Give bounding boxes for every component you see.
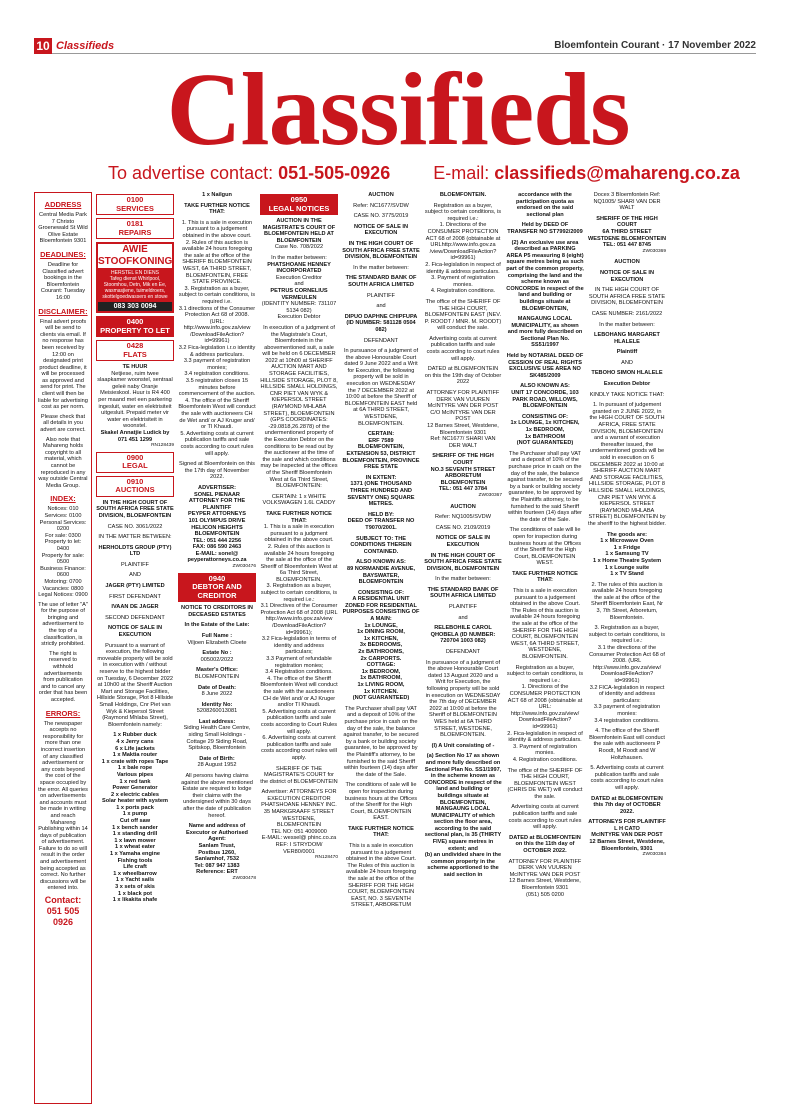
identity-no-label: Identity No:: [201, 701, 233, 708]
executor-ref: ZW030478: [232, 875, 256, 881]
errors-text: The newspaper accepts no responsibility for more than one incorrect insertion of any classified advertisement or any costs beyond the cost of the space occupied by the error. All queries on advertisements and accounts must be made in writing and reach Mahareng Publishing within 14 days of publication of advertisement. Failure to do so will result in the order and advertisement being accepted as correct. No further discussions will be entered into.: [38, 720, 88, 892]
take-notice-text: This is a sale in execution pursuant to a judgement obtained in the above Court. The Rules of this auction is available 24 hours foregoing the sale at the office of the SHERIFF FOR THE HIGH COURT, BLOEMFONTEIN EAST, NO. 3 SEVENTH STREET, ARBORETUM: [345, 843, 417, 909]
awie-text: HERSTEL EN DIENS Tafeg dienst Whirlpool, Stoomhou, Detn, Mik en Ee, wasmasjiene, tuimeldroers, skottelgoedwassers en stowe: [102, 270, 168, 300]
second-defendant-role: SECOND DEFENDANT: [105, 614, 165, 621]
column-1: [96, 192, 174, 1104]
contact-heading: Contact:: [44, 895, 82, 906]
estate-no-value: 005002/2022: [200, 656, 234, 663]
attorney-details: ATTORNEY FOR PLAINTIFF DERK VAN VUUREN McINTYRE VAN DER POST 12 Barnes Street, Westdene, Bloemfontein 9301 (051) 505 0200: [508, 858, 582, 898]
plaintiff-role: PLAINTIFF: [367, 292, 395, 299]
date-of-death-value: 8 June 2022: [201, 691, 233, 698]
notice-of-sale-heading: NOTICE OF SALE IN EXECUTION: [435, 535, 491, 548]
consisting-of-text: CONSISTING OF: 1x LOUNGE, 1x KITCHEN, 1x BEDROOM, 1x BATHROOM (NOT GUARANTEED): [510, 413, 580, 447]
sheriff-ref: ZW030369: [642, 248, 666, 254]
and-label: AND: [621, 359, 633, 366]
sheriff-ref: ZW030367: [478, 492, 502, 498]
court-name: IN THE HIGH COURT OF SOUTH AFRICA FREE STATE DIVISION, BLOEMFONTEIN: [588, 287, 666, 307]
full-name-label: Full Name :: [201, 632, 233, 639]
te-huur-ref: RN128439: [151, 443, 174, 449]
category-debtor-creditor: 0940 DEBTOR AND CREDITOR: [178, 573, 256, 603]
awie-phone: 083 303 0094: [98, 302, 172, 311]
attorney-details: ATTORNEY FOR PLAINTIFF DERK VAN VUUREN McINTYRE VAN DER POST C/O McINTYRE VAN DER POST 12 Barnes Street, Westdene, Bloemfontein 9301 Ref: NC1677/ SHARI VAN DER WALT: [426, 390, 500, 449]
and-label: and: [376, 303, 386, 310]
take-notice-heading: TAKE FURTHER NOTICE THAT:: [266, 510, 332, 524]
column-6: [506, 192, 584, 1104]
case-number: CASE NO. 3061/2022: [107, 523, 163, 530]
disclaimer-heading: DISCLAIMER:: [38, 306, 88, 316]
defendant-name: RELEBOHILE CAROL QHOBELA (ID NUMBER: 720704 1003 082): [430, 625, 496, 645]
notice-of-sale-heading: NOTICE OF SALE IN EXECUTION: [599, 269, 655, 283]
address-heading: ADDRESS: [44, 200, 82, 209]
case-number: Case No. 708/2022: [274, 244, 324, 251]
deadlines-text: Deadline for Classified advert bookings in the Bloemfontein Courant: Tuesday 16:00: [40, 261, 86, 301]
errors-heading: ERRORS:: [45, 708, 81, 718]
section-text: (a) Section No 17 as shown and more fully described on Sectional Plan No. SS1/1997, in the scheme known as CONCORDE in respect of the land and building or buildings situate at BLOEMFONTEIN, MANGAUNG LOCAL MUNICIPALITY of which section the floor area, according to the said sectional plan, is 35 (THIRTY FIVE) square metres in extent; and (b) an undivided share in the common property in the scheme apportioned to the said section in: [424, 753, 502, 879]
plaintiff-role: Execution Creditor: [275, 274, 322, 281]
advertiser-ref: RN128470: [315, 855, 338, 861]
column-2: [178, 192, 256, 1104]
sheriff-office-text: 4. The office of the Sheriff Bloemfontein East will conduct the sale with auctioneers P Roodt, M Roodt and W Holtzhausen.: [589, 728, 665, 761]
disclaimer-text: Final advert proofs will be send to clients via email. If no response has been received by 12:00 on designated print product deadline, it will be processed as approved and send for print. The client will then be liable for advertising cost as per norm.: [38, 318, 88, 411]
contact-email-link[interactable]: classifieds@mahareng.co.za: [494, 163, 740, 183]
also-known-as-text: ALSO KNOWN AS: UNIT 17 CONCORDE, 103 PARK ROAD, WILLOWS, BLOEMFONTEIN: [511, 383, 579, 410]
disclaimer-copyright: Also note that Mahareng holds copyright to all material, which cannot be reproduced in any way outside Central Media Group.: [38, 436, 88, 489]
category-legal: 0900 LEGAL: [96, 452, 174, 473]
case-number: CASE NO. 3775/2019: [353, 213, 409, 220]
court-name: IN THE HIGH COURT OF SOUTH AFRICA FREE STATE DIVISION, BLOEMFONTEIN: [96, 499, 174, 519]
advertise-label: To advertise contact:: [108, 163, 274, 183]
executor-heading: Name and address of Executor or Authorised Agent:: [186, 823, 248, 843]
auction-heading: AUCTION: [614, 259, 640, 266]
docex-text: Docex 3 Bloemfontein Ref: NQ1005/ SHARI VAN DER WALT: [593, 192, 661, 212]
contact-number[interactable]: 051 505 0926: [46, 906, 80, 928]
held-by-text: Held by DEED OF TRANSFER NO ST7992/2009: [507, 222, 583, 235]
disclaimer-check: Please check that all details in you advert are correct.: [40, 413, 86, 434]
matter-between: In the matter between:: [435, 576, 491, 583]
kindly-take-notice: KINDLY TAKE NOTICE THAT:: [589, 391, 665, 398]
index-heading: INDEX:: [50, 494, 76, 504]
second-defendant-name: IVAAN DE JAGER: [111, 604, 159, 611]
plaintiff-role: PLAINTIFF: [449, 604, 477, 611]
advertiser-ref: ZW030476: [232, 564, 256, 570]
estate-no-label: Estate No :: [202, 650, 232, 657]
matter-between: In the matter between:: [271, 254, 327, 261]
conditions-text: The conditions of sale will lie open for inspection during business hours at the Offices of the Sheriff for the High Court, BLOEMFONTEIN EAST.: [344, 782, 418, 822]
municipality-text: MANGAUNG LOCAL MUNICIPALITY, as shown and more fully described on Sectional Plan No. SS51/1997: [507, 316, 583, 349]
auction-body: In execution of a judgment of the Magistrate's Court, Bloemfontein in the abovementioned suit, a sale will be held on 6 DECEMBER 2022 at 10h00 at SHERIFF AUCTION MART AND STORAGE FACILITIES, HILLSIDE STORAGE, PLOT 8, HILLSIDE SMALL HOLDINGS, CNR PIET VAN WYK & KIEPERSOL STREET (RAYMOND MHLABA STREET), BLOEMFONTEIN (GPS COORDINATES: -29.0818,26.2878) of the undermentioned property of the Execution Debtor on the conditions to be read out by the auctioneer at the time of the sale and which conditions may be inspected at the offices of the Sheriff Bloemfontein West at 6a Third Street, BLOEMFONTEIN:: [260, 324, 338, 490]
registration-text: Registration as a buyer, subject to certain conditions, is required i.e.: 1. Directions of the CONSUMER PROTECTION ACT 68 of 2008 (obtainable at URL: http://www.info.gov.za/view/ DownloadFileAction? id=99961) 2. Fica-legislation in respect of identity & address particulars. 3. Payment of registration monies. 4. Registration conditions.: [506, 664, 584, 763]
sheriff-text: SHERIFF OF THE MAGISTRATE'S COURT for the district of BLOEMFONTEIN: [260, 765, 338, 785]
plaintiff-role: Plaintiff: [616, 349, 638, 356]
info-sidebar: [34, 192, 92, 1104]
advertiser-details: SONEL PIENAAR ATTORNEY FOR THE PLAINTIFF PEYPER ATTORNEYS 101 OLYMPUS DRIVE HELICON HEIGHTS BLOEMFONTEIN TEL: 051 444 2256 FAX: 086 590 2463 E-MAIL: sonel@ peyperattorneys.co.za: [187, 491, 247, 564]
sheriff-details: SHERIFF OF THE HIGH COURT 6A THIRD STREET WESTDENE BLOEMFONTEIN TEL: 051 447 8745: [588, 215, 666, 249]
and-label: and: [458, 614, 468, 621]
unit-text: (I) A Unit consisting of -: [431, 742, 495, 749]
contact-phone[interactable]: 051-505-0926: [278, 163, 391, 183]
matter-between: In the matter between:: [353, 264, 409, 271]
plaintiff-name: THE STANDARD BANK OF SOUTH AFRICA LIMITED: [427, 586, 499, 600]
refer-text: Refer: NQ1005/SVDW: [435, 514, 491, 521]
classifieds-banner: [100, 52, 696, 167]
take-notice-text: 1. This is a sale in execution pursuant to a judgment obtained in the above court. 2. Rules of this auction is available 24 hours foregoing the sale at the office of the Sheriff of Bloemfontein West at 6a Third Street, BLOEMFONTEIN. 3. Registration as a buyer, subject to certain conditions, is required i.e.: 3.1 Directives of the Consumer Protection Act 68 of 2008 (URL http://www.info.gov.za/view /DownloadFileAction? id=99961); 3.2 Fica-legislation in terms of identity and address particulars; 3.3 Payment of refundable registration monies; 3.4 Registration conditions. 4. The office of the Sheriff Bloemfontein West will conduct the sale with the auctioneers CH de Wet and/ or AJ Kruger and/or TI Khaudi. 5. Advertising costs at current publication tariffs and sale costs according to Court Rules will apply. 6. Advertising costs at current publication tariffs and sale costs according court rules will apply.: [260, 524, 338, 761]
full-name-value: Viljoen Elizabeth Cloete: [187, 639, 247, 646]
index-rights: The right is reserved to withhold advertisements from publication and to cancel any order that has been accepted.: [38, 650, 88, 703]
sale-items-list: 1 x Rubber duck 4 x Jerry cans 6 x Life jackets 1 x Maktia router 1 x crate with ropes Tape 1 x bale rope Various pipes 1 x red tank Power Generator 2 x electric cables Solar heater with system 1 x ports pack 1 x pump Cut off saw 1 x bench sander 1 x standing drill 1 x lawn mower 1 x wheat eater 1 x Yamaha engine Fishing tools Life craft 1 x wheelbarrow 1 x Yacht sails 3 x sets of skis 1 x black pot 1 x likakita shafe: [101, 732, 169, 904]
plaintiff-name: THE STANDARD BANK OF SOUTH AFRICA LIMITED: [345, 275, 417, 288]
advertising-costs-text: Advertising costs at current publication tariffs and sale costs according to court rules will apply.: [508, 804, 582, 831]
advertiser-heading: ADVERTISER:: [198, 484, 236, 491]
category-repairs: 0181 REPAIRS: [96, 218, 174, 239]
banner-title: Classifieds: [166, 52, 630, 167]
last-address-value: Siding Health Care Centre, siding Small Holdings - Cottage 29 Siding Road, Spitskop, Bloemfontein: [183, 725, 251, 752]
auction-heading: AUCTION: [450, 503, 476, 510]
vat-text: The Purchaser shall pay VAT and a deposit of 10% of the purchase price in cash on the day of the sale, the balance against transfer, to be secured by a bank or building society guarantee, to be approved by the Plaintiffs attorney, to be furnished to the said Sheriff within fourteen (14) days after the date of the Sale.: [507, 450, 583, 523]
notice-of-sale-heading: NOTICE OF SALE IN EXECUTION: [353, 223, 409, 237]
defendant-name: PETRUS CORNELIUS VERMEULEN: [270, 287, 328, 301]
category-services: 0100 SERVICES: [96, 194, 174, 215]
banner-contact: [108, 162, 740, 184]
conditions-text: The conditions of sale will lie open for inspection during business hours at the Offices of the Sheriff for the High Court, BLOEMFONTEIN WEST.: [508, 527, 582, 567]
take-notice-text: 1. This is a sale in execution pursuant to a judgement obtained in the above court. 2. Rules of this auction is available 24 hours foregoing the sale at the office of the SHERIFF BLOEMFONTEIN WEST, 6A THIRD STREET, BLOEMFONTEIN, FREE STATE PROVINCE. 3. Registration as a buyer, subject to certain conditions, is required i.e. 3.1 directions of the Consumer Protection Act 68 of 2008. (URL: http://www.info.gov.za/view /DownloadFileAction? id=99961) 3.2 Fica-legislation i.r.o identity & address particulars. 3.3 payment of registration monies; 3.4 registration conditions. 3.5 registration closes 15 minutes before commencement of the auction. 4. The office of the Sheriff Bloemfontein West will conduct the sale with auctioneers CH de Wet and/ or AJ Kruger and/ or TI Khaudi. 5. Advertising costs at current publication tariffs and sale costs according to court rules will apply.: [178, 219, 256, 457]
refer-text: Refer: NC1677/SVDW: [353, 202, 409, 209]
sheriff-office-text: The office of the SHERIFF OF THE HIGH COURT, BLOEMFONTEIN WEST (CHRIS DE WET) will conduct the sale.: [507, 767, 583, 800]
certain-text: CERTAIN: ERF 7589 BLOEMFONTEIN, EXTENSION 53, DISTRICT BLOEMFONTEIN, PROVINCE FREE STATE: [342, 431, 420, 471]
attorney-details: ATTORNEYS FOR PLAINTIFF L H CATO McINTYRE VAN DER POST 12 Barnes Street, Westdene, Bloemfontein, 9301: [588, 819, 666, 852]
take-notice-heading: TAKE FURTHER NOTICE THAT:: [184, 202, 250, 216]
consisting-of-text: CONSISTING OF: A RESIDENTIAL UNIT ZONED FOR RESIDENTIAL PURPOSES CONSISTING OF A MAIN: 1x LOUNGE, 1x DINING ROOM, 1x KITCHEN, 3x BEDROOMS, 2x BATHROOMS, 2x CARPORTS. COTTAGE: 1x BEDROOM, 1x BATHROOM, 1x LIVING ROOM, 1x KITCHEN. (NOT GUARANTEED): [342, 589, 420, 702]
certain-text: CERTAIN: 1 x WHITE VOLKSWAGEN 1.6L CADDY: [262, 493, 336, 507]
advertising-costs-text: Advertising costs at current publication tariffs and sale costs according to court rules will apply.: [426, 335, 500, 362]
deceased-estates-heading: NOTICE TO CREDITORS IN DECEASED ESTATES: [181, 605, 253, 618]
judgment-text: In pursuance of a judgment of the above Honourable Court dated 13 August 2020 and a Writ for Execution, the following property will be sold in execution on WEDNESDAY the 7th day of DECEMBER 2022 at 10:00 at before the Sheriff of BLOEMFONTEIN WES held at 6A THIRD STREET, WESTDENE, BLOEMFONTEIN.: [425, 659, 501, 739]
auction-heading: AUCTION IN THE MAGISTRATE'S COURT OF BLOEMFONTEIN HELD AT BLOEMFONTEIN: [262, 218, 336, 244]
date-of-birth-value: 28 August 1952: [197, 762, 237, 769]
case-number: CASE NUMBER: 2161/2022: [591, 310, 663, 317]
subject-to-text: SUBJECT TO: THE CONDITIONS THEREIN CONTAINED.: [350, 535, 412, 555]
judgment-text: In pursuance of a judgment of the above Honourable Court dated 9 June 2022 and a Writ for Execution, the following property will be sold in execution on WEDNESDAY the 7 DECEMBER 2022 at 10:00 at before the Sheriff of BLOEMFONTEIN EAST held at 6A THIRD STREET, WESTDENE, BLOEMFONTEIN.: [343, 348, 418, 427]
sheriff-office-text: The office of the SHERIFF OF THE HIGH COURT, BLOEMFONTEIN EAST (NEV. P. ROODT / MNR. M. ROODT) will conduct the sale.: [424, 298, 502, 332]
defendant-name: TEBOHO SIMON HLALELE: [591, 370, 663, 377]
plaintiff-name: LEBOHANG MARGARET HLALELE: [594, 332, 660, 345]
matter-between: In the matter between:: [599, 321, 655, 328]
claims-text: All persons having claims against the above mentioned Estate are required to lodge their claims with the undersigned within 30 days after the date of publication hereof.: [181, 773, 253, 819]
also-known-as-text: ALSO KNOWN AS: 89 NORMANDIE AVENUE, BAYSWATER, BLOEMFONTEIN: [346, 559, 416, 586]
publication-date: Bloemfontein Courant · 17 November 2022: [554, 40, 756, 51]
exclusive-use-text: (2) An exclusive use area described as PARKING AREA P5 measuring 8 (eight) square metres being as such part of the common property, comprising the land and the scheme known as CONCORDE in respect of the land and building or buildings situate at BLOEMFONTEIN,: [506, 239, 584, 312]
defendant-role: Execution Debtor: [277, 314, 321, 321]
case-number: CASE NO. 2109/2019: [435, 524, 491, 531]
advertiser-details: Advertiser: ATTORNEYS FOR EXECUTION CREDITOR PHATSHOANE HENNEY INC. 35 MARKGRAAFF STREET WESTDENE, BLOEMFONTEIN TEL NO: 051 4009000 E-MAIL: wessel@ phinc.co.za REF: I STRYDOM/ VER80/0001: [261, 789, 337, 855]
matter-between: IN THE MATTER BETWEEN:: [98, 534, 172, 541]
notice-of-sale-text: Pursuant to a warrant of execution, the following moveable property will be sold in execution with / without reserve to the highest bidder on Tuesday, 6 December 2022 at 10h00 at the Sheriff Auction Mart and Storage Facilities, Hillside Storage, Plot 8 Hillside Small Holdings, Cnr Piet van Wyk & Kiepersol Street (Raymond Mhlaba Street), Bloemfontein namely:: [96, 642, 174, 728]
identity-no-value: 5208260013081: [196, 708, 238, 715]
defendant-role: Execution Debtor: [603, 381, 651, 388]
deadlines-heading: DEADLINES:: [40, 249, 86, 259]
dated-text: DATED at BLOEMFONTEIN on this the 19th day of October 2022: [424, 366, 502, 386]
category-legal-notices: 0950 LEGAL NOTICES: [260, 194, 338, 215]
te-huur-text: Netjiese, ruim twee slaapkamer woonstel, sentraal geleë naby Oranje Meisieskool. Huur is R4 400 per maand met een parkering ingesluit, water en elektrisiteit uitgesluit. Prepaid meter vir water en elektrisiteit in woonstel.: [97, 370, 173, 430]
category-property-to-let: 0400 PROPERTY TO LET: [96, 316, 174, 337]
take-notice-heading: TAKE FURTHER NOTICE THAT:: [512, 570, 578, 584]
court-name: IN THE HIGH COURT OF SOUTH AFRICA FREE STATE DIVISION, BLOEMFONTEIN: [424, 552, 502, 572]
rules-text: 2. The rules of this auction is available 24 hours foregoing the sale at the office of the Sheriff Bloemfontein East, Nr 3, 7th Street, Arboretum, Bloemfontein.: [590, 581, 664, 621]
extent-text: IN EXTENT: 1371 (ONE THOUSAND THREE HUNDRED AND SEVENTY ONE) SQUARE METRES.: [347, 474, 415, 508]
dated-text: DATED at BLOEMFONTEIN this 7th day of OCTOBER 2022.: [591, 795, 663, 815]
master-office-label: Master's Office:: [196, 667, 238, 674]
column-7: [588, 192, 666, 1104]
first-defendant-name: JAGER (PTY) LIMITED: [105, 583, 165, 590]
registration-text: Registration as a buyer, subject to certain conditions, is required i.e.: 1. Directions of the CONSUMER PROTECTION ACT 68 of 2008 (obtainable at URLhttp://www.info.gov.za /view/DownloadFileAction? id=99961) 2. Fica-legislation in respect of identity & address particulars. 3. Payment of registration monies. 4. Registration conditions.: [424, 202, 502, 295]
vat-text: The Purchaser shall pay VAT and a deposit of 10% of the purchase price in cash on the day of the sale, the balance against transfer, to be secured by a bank or building society guarantee, to be approved by the Plaintiff's attorney, to be furnished to the said Sheriff within fourteen (14) days after the date of the Sale.: [343, 705, 419, 778]
category-auctions: 0910 AUCTIONS: [96, 476, 174, 497]
estate-heading: In the Estate of the Late:: [184, 622, 250, 629]
registration-text: 3. Registration as a buyer, subject to certain conditions, is required i.e.: 3.1 the directions of the Consumer Protection Act 68 of 2008. (URL http://www.info.gov.za/view/ DownloadFileAction? id=99961) 3.2 FICA-legislation in respect of identity and address particulars: 3.3 payment of registration monies: 3.4 registration conditions.: [588, 625, 666, 724]
sheriff-details: SHERIFF OF THE HIGH COURT NO.3 SEVENTH STREET ARBORETUM BLOEMFONTEIN TEL: 051 447 3784: [430, 453, 496, 493]
plaintiff-name: PHATSHOANE HENNEY INCORPORATED: [267, 261, 331, 275]
goods-list: The goods are: 1 x Microwave Oven 1 x Fridge 1 x Samsung TV 1 x Home Theatre System 1 x Lounge suite 1 x TV Stand: [592, 531, 662, 578]
defendant-id: (IDENTITY NUMBER: 731107 5134 082): [261, 301, 337, 314]
notice-of-sale-heading: NOTICE OF SALE IN EXECUTION: [107, 625, 163, 639]
judgement-text: 1. In pursuant of judgement granted on 2 JUNE 2022, in the HIGH COURT OF SOUTH AFRICA, FREE STATE DIVISION, BLOEMFONTEIN and a warrant of execution thereafter issued, the undermentioned goods will be sold in execution on 6 DECEMBER 2022 at 10:00 at SHERIFF AUCTION MART AND STORAGE FACILITIES, HILLSIDE STORAGE, PLOT 8 HILLSIDE SMALL HOLDINGS, CNR PIET VAN WYK & KIEPERSOL STREET (RAYMOND MHLABA STREET) BLOEMFONTEIN by the sheriff to the highest bidder.: [588, 402, 666, 527]
attorney-ref: ZW030384: [642, 852, 666, 858]
signed-text: Signed at Bloemfontein on this the 17th day of November 2022.: [179, 461, 255, 481]
date-of-birth-label: Date of Birth:: [199, 755, 235, 762]
item-nailgun: 1 x Nailgun: [202, 192, 232, 198]
plaintiff-name: HERHOLDTS GROUP (PTY) LTD: [98, 544, 172, 558]
plaintiff-role: PLAINTIFF: [121, 561, 149, 568]
awie-logo: AWIE STOOFKONING: [98, 244, 173, 267]
executor-details: Sanlam Trust, Postbus 1260, Sanlamhof, 7532 Tel: 087 947 1383 Reference: ERT: [194, 842, 240, 876]
take-notice-text: This is a sale in execution pursuant to a judgement obtained in the above Court. The Rules of this auction is available 24 hours foregoing the sale at the office of the SHERIFF FOR THE HIGH COURT, BLOEMFONTEIN WEST, 6A THIRD STREET, WESTDENE, BLOEMFONTEIN.: [509, 588, 581, 660]
te-huur-contact: Skakel Annatjie Ludick by 071 451 1299: [100, 429, 170, 443]
category-flats: 0428 FLATS: [96, 340, 174, 361]
defendant-name: DIPUO DAPHNE CHIPFUPA (ID NUMBER: 581128 0504 082): [344, 313, 418, 333]
defendant-role: DEFENDANT: [445, 649, 481, 656]
awie-advert: [96, 242, 174, 313]
notarial-deed-text: Held by NOTARIAL DEED OF CESSION OF REAL RIGHTS EXCLUSIVE USE AREA NO SK485/2009: [506, 353, 584, 379]
participation-text: accordance with the participation quota as endorsed on the said sectional plan: [515, 192, 575, 218]
defendant-role: DEFENDANT: [363, 337, 399, 344]
court-name: IN THE HIGH COURT OF SOUTH AFRICA FREE STATE DIVISION, BLOEMFONTEIN: [342, 240, 420, 261]
advertising-costs-text: 5. Advertising costs at current publication tariffs and sale costs according to court rules will apply.: [590, 765, 664, 791]
master-office-value: BLOEMFONTEIN: [194, 673, 240, 680]
email-label: E-mail:: [433, 163, 490, 183]
auction-heading: AUCTION: [368, 192, 394, 198]
address-text: Central Media Park 7 Christo Groenewald St Wild Olive Estate Bloemfontein 9301: [38, 212, 88, 245]
column-3: [260, 192, 338, 1104]
first-defendant-role: FIRST DEFENDANT: [109, 593, 161, 600]
held-by-text: HELD BY: DEED OF TRANSFER NO T9070/2001.: [347, 511, 415, 531]
and-label: AND: [129, 572, 141, 579]
date-of-death-label: Date of Death:: [198, 684, 236, 691]
continued-text: BLOEMFONTEIN.: [439, 192, 487, 198]
page-number: 10: [34, 38, 52, 54]
column-4: [342, 192, 420, 1104]
index-list: Notices: 010 Services: 0100 Personal Services: 0200 For sale: 0300 Property to let: 0400 Property for sale: 0500 Business Finance: 0600 Motoring: 0700 Vacancies: 0800 Legal Notices: 0900: [38, 506, 88, 599]
take-notice-heading: TAKE FURTHER NOTICE THAT:: [348, 825, 414, 839]
index-note: The use of letter "A" for the purpose of bringing and advertisement to the top of a classification, is strictly prohibited.: [38, 601, 88, 648]
last-address-label: Last address:: [198, 718, 236, 725]
dated-text: DATED at BLOEMFONTEIN on this the 11th day of OCTOBER 2022.: [509, 834, 581, 855]
section-name: Classifieds: [56, 40, 115, 52]
and-label: and: [294, 281, 304, 288]
column-5: [424, 192, 502, 1104]
te-huur-heading: TE HUUR: [122, 364, 148, 370]
